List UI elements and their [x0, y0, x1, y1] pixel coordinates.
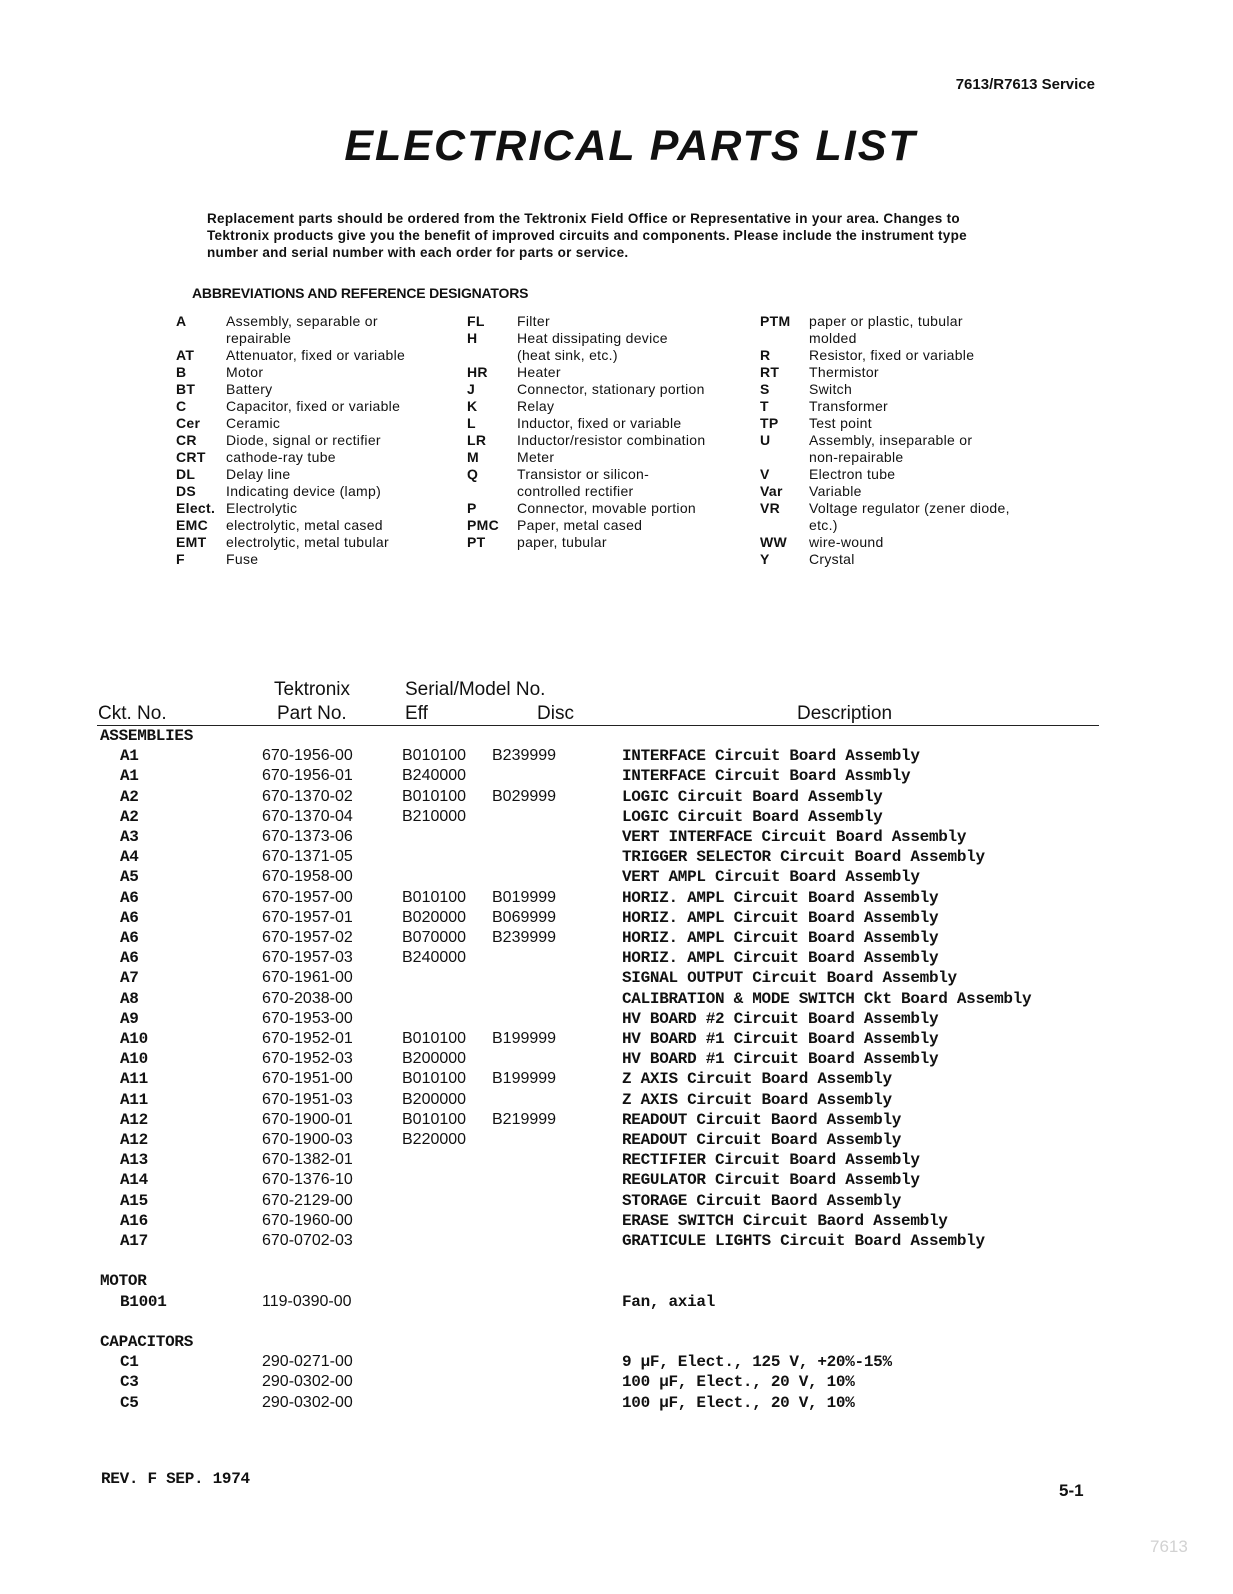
- abbr-code: RT: [760, 364, 780, 380]
- part-description: STORAGE Circuit Baord Assembly: [622, 1191, 902, 1210]
- ckt-number: A10: [120, 1030, 148, 1048]
- part-description: HORIZ. AMPL Circuit Board Assembly: [622, 908, 939, 927]
- serial-eff: B220000: [402, 1131, 467, 1148]
- part-number: 670-1957-02: [262, 929, 353, 946]
- ckt-number: C3: [120, 1373, 139, 1392]
- ckt-number: A6: [120, 929, 139, 947]
- serial-disc: B219999: [492, 1110, 557, 1128]
- part-description: 9 µF, Elect., 125 V, +20%-15%: [622, 1353, 892, 1372]
- part-number: 670-0702-03: [262, 1232, 353, 1249]
- abbr-description: Fuse: [226, 551, 259, 567]
- serial-eff: B070000: [402, 929, 467, 946]
- abbr-code: P: [467, 500, 477, 516]
- section-heading: ASSEMBLIES: [100, 727, 194, 745]
- serial-eff: B010100: [402, 1030, 467, 1047]
- abbr-description: cathode-ray tube: [226, 449, 336, 465]
- abbr-code: Elect.: [176, 500, 216, 516]
- abbr-code: CR: [176, 432, 197, 448]
- abbr-code: M: [467, 449, 479, 465]
- abbr-description: Filter: [517, 313, 550, 329]
- ckt-number: A16: [120, 1211, 148, 1230]
- part-description: ERASE SWITCH Circuit Baord Assembly: [622, 1211, 948, 1230]
- ckt-number: A4: [120, 848, 139, 867]
- abbr-description: Heat dissipating device: [517, 330, 668, 346]
- abbr-description: Variable: [809, 483, 862, 499]
- abbr-description: Indicating device (lamp): [226, 483, 382, 499]
- abbr-code: PTM: [760, 313, 791, 329]
- part-number: 670-1951-00: [262, 1070, 353, 1088]
- part-description: LOGIC Circuit Board Assembly: [622, 807, 883, 826]
- abbr-code: Q: [467, 466, 479, 482]
- part-description: GRATICULE LIGHTS Circuit Board Assembly: [622, 1232, 985, 1250]
- abbr-description: Connector, stationary portion: [517, 381, 705, 397]
- abbr-description: Attenuator, fixed or variable: [226, 347, 406, 363]
- ckt-number: A11: [120, 1090, 148, 1109]
- abbr-description: Meter: [517, 449, 555, 465]
- header-eff: Eff: [405, 703, 428, 724]
- page-title: ELECTRICAL PARTS LIST: [344, 122, 917, 170]
- abbr-code: F: [176, 551, 185, 567]
- abbr-description: non-repairable: [809, 449, 904, 465]
- abbr-description: repairable: [226, 330, 292, 346]
- part-number: 670-2129-00: [262, 1191, 353, 1209]
- part-number: 670-1958-00: [262, 868, 353, 886]
- abbr-description: Connector, movable portion: [517, 500, 697, 516]
- header-tektronix: Tektronix: [274, 679, 351, 700]
- part-number: 670-1957-01: [262, 908, 353, 926]
- ckt-number: A3: [120, 828, 139, 846]
- abbr-description: Test point: [809, 415, 872, 431]
- part-number: 670-1382-01: [262, 1151, 353, 1169]
- part-description: REGULATOR Circuit Board Assembly: [622, 1171, 920, 1190]
- abbr-description: wire-wound: [809, 534, 884, 550]
- part-description: CALIBRATION & MODE SWITCH Ckt Board Assembly: [622, 989, 1032, 1008]
- ckt-number: A10: [120, 1050, 148, 1069]
- service-label: 7613/R7613 Service: [955, 76, 1095, 93]
- abbr-description: Inductor, fixed or variable: [517, 415, 682, 431]
- ckt-number: A8: [120, 989, 139, 1008]
- abbr-description: Heater: [517, 364, 561, 380]
- ckt-number: A12: [120, 1110, 148, 1129]
- part-number: 670-1956-01: [262, 767, 353, 785]
- serial-eff: B010100: [402, 747, 467, 765]
- part-description: READOUT Circuit Board Assembly: [622, 1131, 902, 1149]
- serial-disc: B239999: [492, 929, 557, 946]
- abbr-code: PT: [467, 534, 486, 550]
- header-description: Description: [797, 703, 893, 724]
- section-heading: MOTOR: [100, 1272, 147, 1291]
- ckt-number: A1: [120, 767, 139, 786]
- abbr-description: controlled rectifier: [517, 483, 634, 499]
- serial-disc: B199999: [492, 1030, 557, 1047]
- serial-eff: B240000: [402, 767, 467, 785]
- abbr-code: HR: [467, 364, 488, 380]
- abbr-description: Delay line: [226, 466, 291, 482]
- serial-eff: B210000: [402, 807, 467, 825]
- header-rule: [97, 725, 1099, 726]
- abbr-description: Resistor, fixed or variable: [809, 347, 975, 363]
- serial-eff: B240000: [402, 949, 467, 967]
- serial-disc: B019999: [492, 888, 557, 906]
- part-description: LOGIC Circuit Board Assembly: [622, 787, 883, 806]
- abbr-code: EMT: [176, 534, 207, 550]
- abbr-description: Motor: [226, 364, 264, 380]
- part-description: 100 µF, Elect., 20 V, 10%: [622, 1373, 855, 1392]
- ckt-number: A9: [120, 1009, 139, 1028]
- abbr-code: R: [760, 347, 771, 363]
- ckt-number: A15: [120, 1191, 148, 1210]
- part-description: INTERFACE Circuit Board Assmbly: [622, 767, 911, 786]
- ckt-number: A2: [120, 807, 139, 826]
- part-description: Fan, axial: [622, 1292, 716, 1311]
- abbr-code: Var: [760, 483, 783, 499]
- abbr-code: A: [176, 313, 187, 329]
- abbr-code: V: [760, 466, 770, 482]
- part-description: HV BOARD #2 Circuit Board Assembly: [622, 1009, 939, 1028]
- part-description: 100 µF, Elect., 20 V, 10%: [622, 1393, 855, 1412]
- ckt-number: A12: [120, 1131, 148, 1149]
- abbr-code: L: [467, 415, 476, 431]
- part-description: INTERFACE Circuit Board Assembly: [622, 747, 920, 766]
- part-number: 670-1376-10: [262, 1171, 353, 1189]
- abbr-description: Paper, metal cased: [517, 517, 643, 533]
- part-description: HORIZ. AMPL Circuit Board Assembly: [622, 888, 939, 907]
- abbr-description: Battery: [226, 381, 273, 397]
- abbr-code: J: [467, 381, 476, 397]
- part-number: 670-1900-01: [262, 1110, 353, 1128]
- part-number: 670-1953-00: [262, 1009, 353, 1027]
- serial-eff: B010100: [402, 888, 467, 906]
- abbr-code: B: [176, 364, 187, 380]
- abbr-code: FL: [467, 313, 485, 329]
- part-description: HORIZ. AMPL Circuit Board Assembly: [622, 949, 939, 968]
- header-disc: Disc: [537, 703, 574, 724]
- abbr-code: DL: [176, 466, 196, 482]
- part-number: 119-0390-00: [262, 1292, 352, 1310]
- part-description: HORIZ. AMPL Circuit Board Assembly: [622, 929, 939, 947]
- abbr-description: Assembly, separable or: [226, 313, 378, 329]
- ckt-number: A6: [120, 908, 139, 927]
- part-description: VERT INTERFACE Circuit Board Assembly: [622, 828, 967, 846]
- part-description: HV BOARD #1 Circuit Board Assembly: [622, 1050, 939, 1069]
- abbr-description: Diode, signal or rectifier: [226, 432, 381, 448]
- serial-disc: B199999: [492, 1070, 557, 1088]
- abbr-description: electrolytic, metal cased: [226, 517, 383, 533]
- serial-disc: B239999: [492, 747, 557, 765]
- abbr-code: AT: [176, 347, 195, 363]
- abbr-description: Ceramic: [226, 415, 281, 431]
- abbr-description: Capacitor, fixed or variable: [226, 398, 401, 414]
- ckt-number: A13: [120, 1151, 148, 1170]
- abbr-description: paper or plastic, tubular: [809, 313, 963, 329]
- part-number: 670-1900-03: [262, 1131, 353, 1148]
- ckt-number: A11: [120, 1070, 148, 1089]
- ckt-number: C1: [120, 1353, 139, 1372]
- ckt-number: A6: [120, 949, 139, 968]
- revision-label: REV. F SEP. 1974: [101, 1470, 250, 1488]
- ckt-number: C5: [120, 1393, 139, 1412]
- abbr-description: (heat sink, etc.): [517, 347, 618, 363]
- part-description: SIGNAL OUTPUT Circuit Board Assembly: [622, 969, 957, 988]
- abbr-description: Voltage regulator (zener diode,: [809, 500, 1010, 516]
- abbr-description: Transistor or silicon-: [517, 466, 650, 482]
- page-number: 5-1: [1059, 1481, 1084, 1500]
- ckt-number: B1001: [120, 1292, 167, 1311]
- serial-disc: B069999: [492, 908, 557, 926]
- part-number: 670-1952-01: [262, 1030, 353, 1047]
- part-number: 670-1370-04: [262, 807, 353, 825]
- abbr-description: Crystal: [809, 551, 855, 567]
- abbr-description: Electrolytic: [226, 500, 298, 516]
- part-number: 670-1957-00: [262, 888, 353, 906]
- abbr-description: Thermistor: [809, 364, 879, 380]
- serial-eff: B020000: [402, 908, 467, 926]
- abbr-description: Relay: [517, 398, 555, 414]
- part-number: 670-1951-03: [262, 1090, 353, 1108]
- ckt-number: A6: [120, 888, 139, 907]
- part-number: 670-1373-06: [262, 828, 353, 845]
- abbr-code: BT: [176, 381, 196, 397]
- ckt-number: A1: [120, 747, 139, 766]
- serial-eff: B200000: [402, 1050, 467, 1068]
- abbr-description: Electron tube: [809, 466, 896, 482]
- part-number: 670-1952-03: [262, 1050, 353, 1068]
- abbr-description: etc.): [809, 517, 838, 533]
- part-number: 670-1371-05: [262, 848, 353, 866]
- part-number: 670-1960-00: [262, 1211, 353, 1229]
- abbr-code: EMC: [176, 517, 209, 533]
- abbr-code: H: [467, 330, 478, 346]
- ckt-number: A17: [120, 1232, 148, 1250]
- part-description: HV BOARD #1 Circuit Board Assembly: [622, 1030, 939, 1048]
- intro-paragraph: Replacement parts should be ordered from the Tektronix Field Office or Representative in your area. Changes to Tektronix products give you the benefit of improved circuits and components. Please include the instrument type number and serial number with each order for parts or service.: [207, 211, 967, 260]
- part-description: Z AXIS Circuit Board Assembly: [622, 1090, 892, 1109]
- abbr-description: Transformer: [809, 398, 889, 414]
- part-number: 290-0302-00: [262, 1393, 353, 1411]
- part-number: 290-0302-00: [262, 1373, 353, 1391]
- part-description: TRIGGER SELECTOR Circuit Board Assembly: [622, 848, 985, 867]
- abbr-code: LR: [467, 432, 487, 448]
- serial-eff: B010100: [402, 1110, 467, 1128]
- part-description: Z AXIS Circuit Board Assembly: [622, 1070, 892, 1089]
- abbr-code: C: [176, 398, 187, 414]
- part-number: 670-1957-03: [262, 949, 353, 967]
- serial-eff: B010100: [402, 787, 467, 805]
- header-part-no: Part No.: [277, 703, 347, 724]
- part-number: 290-0271-00: [262, 1353, 353, 1371]
- serial-eff: B200000: [402, 1090, 467, 1108]
- abbr-description: molded: [809, 330, 857, 346]
- abbr-description: Assembly, inseparable or: [809, 432, 973, 448]
- part-description: READOUT Circuit Baord Assembly: [622, 1110, 902, 1129]
- header-serial-model: Serial/Model No.: [405, 679, 546, 700]
- serial-eff: B010100: [402, 1070, 467, 1088]
- abbr-code: VR: [760, 500, 781, 516]
- abbr-code: U: [760, 432, 771, 448]
- serial-disc: B029999: [492, 787, 557, 805]
- abbr-description: electrolytic, metal tubular: [226, 534, 389, 550]
- part-number: 670-2038-00: [262, 989, 353, 1007]
- abbr-description: Switch: [809, 381, 853, 397]
- ckt-number: A14: [120, 1171, 148, 1190]
- abbr-code: PMC: [467, 517, 500, 533]
- part-number: 670-1370-02: [262, 787, 353, 805]
- part-number: 670-1961-00: [262, 969, 353, 987]
- abbr-code: WW: [760, 534, 788, 550]
- abbreviations-heading: ABBREVIATIONS AND REFERENCE DESIGNATORS: [192, 285, 529, 301]
- abbr-code: DS: [176, 483, 197, 499]
- header-ckt-no: Ckt. No.: [98, 703, 167, 724]
- abbr-code: S: [760, 381, 770, 397]
- section-heading: CAPACITORS: [100, 1333, 194, 1351]
- abbr-code: CRT: [176, 449, 206, 465]
- abbr-code: Y: [760, 551, 770, 567]
- abbr-code: TP: [760, 415, 779, 431]
- abbr-code: T: [760, 398, 769, 414]
- abbr-code: K: [467, 398, 478, 414]
- part-description: VERT AMPL Circuit Board Assembly: [622, 868, 920, 887]
- part-description: RECTIFIER Circuit Board Assembly: [622, 1151, 920, 1170]
- watermark: 7613: [1150, 1537, 1188, 1556]
- ckt-number: A5: [120, 868, 139, 887]
- abbr-code: Cer: [176, 415, 201, 431]
- abbr-description: paper, tubular: [517, 534, 607, 550]
- ckt-number: A7: [120, 969, 139, 988]
- part-number: 670-1956-00: [262, 747, 353, 765]
- abbr-description: Inductor/resistor combination: [517, 432, 706, 448]
- ckt-number: A2: [120, 787, 139, 806]
